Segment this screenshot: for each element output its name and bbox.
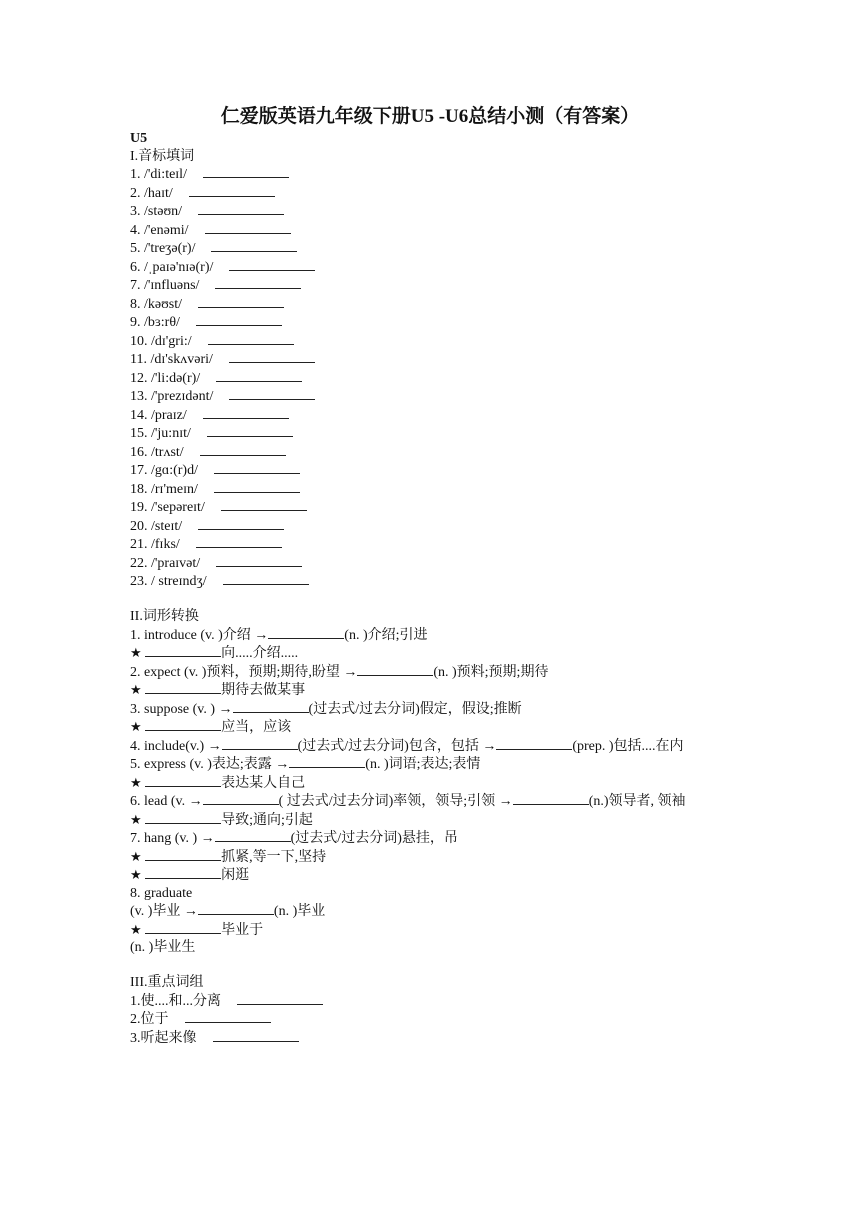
answer-blank[interactable] [211,239,297,252]
phrase-item [130,774,740,793]
document-title: 仁爱版英语九年级下册U5 -U6总结小测（有答案） [220,106,640,127]
word-form-item-2 [130,663,740,682]
answer-blank[interactable] [145,848,221,861]
answer-blank[interactable] [145,718,221,731]
item-text: 导致;通向;引起 [221,812,313,828]
item-text: (n. )预料;预期;期待 [433,664,549,680]
answer-blank[interactable] [496,737,572,750]
section-heading-key-phrases: III.重点词组 [130,975,204,990]
item-text: 4. include(v.) → [130,738,222,754]
answer-blank[interactable] [213,1029,299,1042]
phonetic-item [130,554,740,573]
key-phrase-item-text: 3.听起来像 [130,1030,197,1046]
answer-blank[interactable] [189,184,275,197]
phonetic-item-text: 6. /ˌpaɪə'nɪə(r)/ [130,259,214,275]
answer-blank[interactable] [208,332,294,345]
answer-blank[interactable] [200,443,286,456]
answer-blank[interactable] [145,644,221,657]
phonetic-item [130,535,740,554]
phonetic-list [130,165,740,591]
phrase-item [130,866,740,885]
item-text: (v. )毕业 → [130,904,198,919]
phonetic-item [130,572,740,591]
phrase-item [130,644,740,663]
key-phrase-item [130,1029,740,1048]
item-text: 应当，应该 [221,720,292,735]
phonetic-item [130,239,740,258]
worksheet-content [130,130,740,1047]
phonetic-item [130,350,740,369]
phonetic-item [130,387,740,406]
answer-blank[interactable] [229,350,315,363]
phonetic-item [130,165,740,184]
phonetic-item-text: 12. /'li:də(r)/ [130,370,201,386]
item-text: (n. )词语;表达;表情 [365,757,481,772]
item-text: ( 过去式/过去分词)率领，领导;引领 → [278,794,513,809]
answer-blank[interactable] [196,313,282,326]
phonetic-item [130,443,740,462]
answer-blank[interactable] [221,498,307,511]
answer-blank[interactable] [268,626,344,639]
word-form-item-8-line [130,902,740,921]
answer-blank[interactable] [198,295,284,308]
item-text: (n. )介绍;引进 [344,627,428,643]
word-form-item-5 [130,755,740,774]
answer-blank[interactable] [205,221,291,234]
phonetic-item-text: 5. /'treʒə(r)/ [130,241,196,256]
phonetic-item [130,369,740,388]
answer-blank[interactable] [222,737,298,750]
answer-blank[interactable] [229,387,315,400]
item-text: 6. lead (v. → [130,794,203,809]
item-text: 期待去做某事 [221,683,306,698]
phonetic-item [130,517,740,536]
phonetic-item [130,202,740,221]
unit-label: U5 [130,131,148,146]
answer-blank[interactable] [145,921,221,934]
star-icon: ★ [130,922,142,938]
item-text: 抓紧,等一下,坚持 [221,849,327,865]
word-form-item-4 [130,737,740,756]
phonetic-item [130,221,740,240]
answer-blank[interactable] [237,992,323,1005]
answer-blank[interactable] [198,517,284,530]
item-text: 3. suppose (v. ) → [130,701,233,717]
key-phrase-item-text: 1.使....和...分离 [130,993,221,1009]
item-text: (prep. )包括....在内 [572,738,684,754]
phonetic-item-text: 19. /'sepəreɪt/ [130,500,205,515]
phonetic-item [130,406,740,425]
answer-blank[interactable] [215,276,301,289]
phonetic-item [130,258,740,277]
phonetic-item-text: 2. /haɪt/ [130,185,173,201]
answer-blank[interactable] [196,535,282,548]
answer-blank[interactable] [145,811,221,824]
phonetic-item-text: 22. /'praɪvət/ [130,555,201,571]
star-icon: ★ [130,683,142,698]
phrase-item [130,848,740,867]
word-form-item-3 [130,700,740,719]
phonetic-item-text: 21. /fɪks/ [130,537,180,552]
phonetic-item [130,424,740,443]
phonetic-item-text: 14. /praɪz/ [130,407,187,423]
phonetic-item-text: 16. /trʌst/ [130,444,184,460]
phonetic-item-text: 9. /bɜ:rθ/ [130,315,180,330]
phrase-item [130,718,740,737]
key-phrase-item [130,1010,740,1029]
phonetic-item-text: 18. /rɪ'meɪn/ [130,481,198,497]
phonetic-item [130,184,740,203]
word-form-item-1 [130,626,740,645]
key-phrase-list [130,992,740,1048]
key-phrase-item-text: 2.位于 [130,1012,169,1027]
item-text: (n. )毕业 [273,904,326,919]
phonetic-item-text: 20. /steɪt/ [130,518,183,534]
item-text: 闲逛 [221,868,250,883]
answer-blank[interactable] [216,554,302,567]
word-form-item-6 [130,792,740,811]
answer-blank[interactable] [203,406,289,419]
phrase-item [130,681,740,700]
word-form-item-7 [130,829,740,848]
item-text: (过去式/过去分词)假定，假设;推断 [308,701,522,717]
phonetic-item-text: 8. /kəʊst/ [130,296,183,312]
phonetic-item-text: 4. /'enəmi/ [130,222,189,238]
answer-blank[interactable] [214,461,300,474]
phonetic-item-text: 13. /'prezɪdənt/ [130,389,214,404]
answer-blank[interactable] [513,792,589,805]
star-icon: ★ [130,646,142,661]
answer-blank[interactable] [229,258,315,271]
item-text: 7. hang (v. ) → [130,831,215,846]
item-text: (过去式/过去分词)悬挂，吊 [290,831,458,846]
answer-blank[interactable] [145,866,221,879]
phonetic-item-text: 15. /'ju:nɪt/ [130,426,191,441]
phonetic-item [130,480,740,499]
phonetic-item [130,498,740,517]
answer-blank[interactable] [207,424,293,437]
answer-blank[interactable] [185,1010,271,1023]
phonetic-item-text: 1. /'di:teɪl/ [130,167,187,182]
phrase-item [130,811,740,830]
phonetic-item [130,295,740,314]
answer-blank[interactable] [145,774,221,787]
item-text: 5. express (v. )表达;表露 → [130,757,290,772]
item-text: 1. introduce (v. )介绍 → [130,627,269,643]
key-phrase-item [130,992,740,1011]
section-heading-word-forms: II.词形转换 [130,609,199,624]
phonetic-item [130,461,740,480]
word-form-item-8: 8. graduate [130,885,193,901]
item-text: 表达某人自己 [221,775,306,791]
phrase-item [130,921,740,940]
answer-blank[interactable] [198,902,274,915]
item-text: 毕业于 [221,922,264,938]
star-icon: ★ [130,775,142,791]
star-icon: ★ [130,849,142,865]
answer-blank[interactable] [203,165,289,178]
phonetic-item [130,276,740,295]
item-text: 2. expect (v. )预料，预期;期待,盼望 → [130,664,358,680]
answer-blank[interactable] [233,700,309,713]
answer-blank[interactable] [215,829,291,842]
star-icon: ★ [130,812,142,828]
star-icon: ★ [130,868,142,883]
item-text: 向.....介绍..... [221,646,299,661]
item-text: (过去式/过去分词)包含，包括 → [297,738,497,754]
answer-blank[interactable] [357,663,433,676]
phonetic-item-text: 23. / streɪndʒ/ [130,574,207,589]
section-heading-phonetics: I.音标填词 [130,148,195,164]
phonetic-item-text: 17. /gɑ:(r)d/ [130,463,198,478]
phonetic-item-text: 10. /dɪ'gri:/ [130,333,192,349]
item-text: (n.)领导者, 领袖 [588,794,686,809]
phonetic-item-text: 3. /stəʊn/ [130,204,183,219]
answer-blank[interactable] [214,480,300,493]
answer-blank[interactable] [198,202,284,215]
phonetic-item-text: 7. /'ɪnfluəns/ [130,278,200,293]
answer-blank[interactable] [289,755,365,768]
phonetic-item [130,332,740,351]
answer-blank[interactable] [223,572,309,585]
phonetic-item [130,313,740,332]
star-icon: ★ [130,720,142,735]
answer-blank[interactable] [145,681,221,694]
answer-blank[interactable] [216,369,302,382]
answer-blank[interactable] [203,792,279,805]
word-form-item-8-noun: (n. )毕业生 [130,940,196,955]
phonetic-item-text: 11. /dɪ'skʌvəri/ [130,352,213,367]
